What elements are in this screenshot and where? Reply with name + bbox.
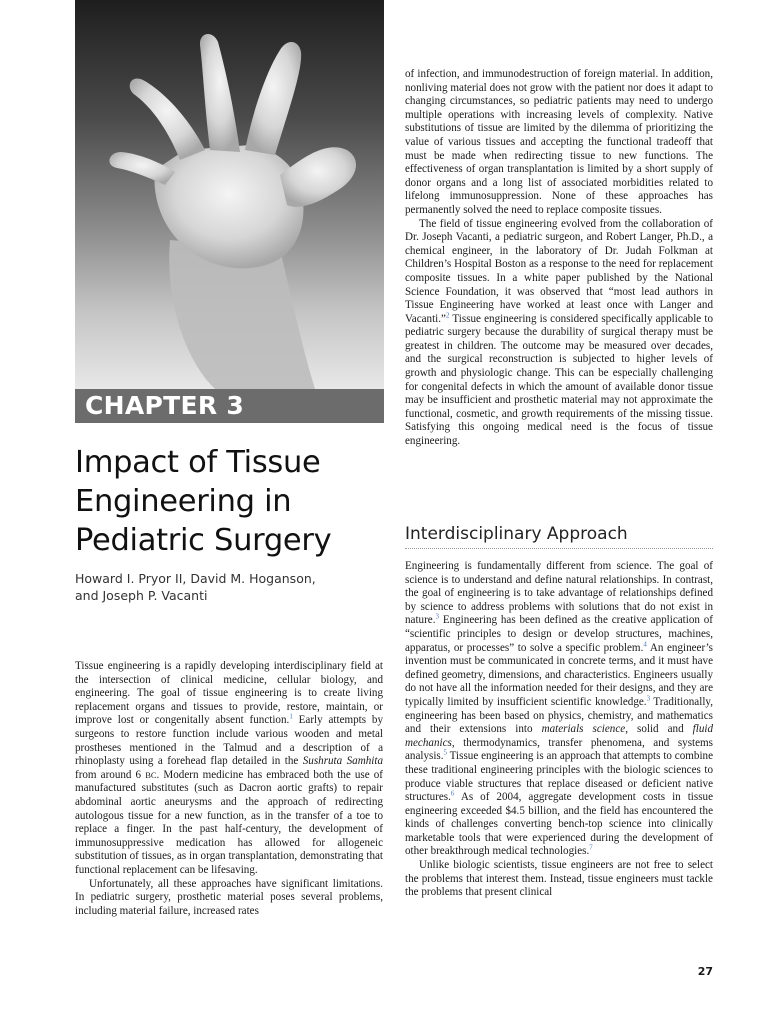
infant-hand-illustration <box>75 0 384 389</box>
reference-link[interactable]: 1 <box>289 712 293 721</box>
chapter-title <box>75 443 384 560</box>
right-column-top <box>405 68 713 449</box>
intro-paragraph: Tissue engineering is a rapidly developing interdisciplinary field at the intersection of clinical medicine, cellular biology, and engineering. The goal of tissue engineering is to create living replacement organs and tissues to provide, restore, maintain, or improve lost or congenitally absent function.$^1$ Early attempts by surgeons to restore function include various wooden and metal prostheses mentioned in the Talmud and a description of a rhinoplasty using a forehead flap detailed in the Sushruta Samhita from around 6 BC. Modern medicine has embraced both the use of manufactured substitutes (such as Dacron aortic grafts) to repair abdominal aortic aneurysms and the approach of redirecting autologous tissue for a new function, as in the transfer of a toe to replace a finger. In the past half-century, the development of immunosuppressive medication has allowed for allogeneic substitution of tissues, as in organ transplantation, demonstrating that functional replacement can be lifesaving. <box>75 660 384 876</box>
chapter-label: CHAPTER 3 <box>75 389 384 423</box>
body-paragraph: Engineering is fundamentally different from science. The goal of science is to understand and define natural relationships. In contrast, the goal of engineering is to take advantage of relationships defined by science to address problems with solutions that do not exist in nature.$^3$ Engineering has been defined as the creative application of “scientific principles to design or develop structures, machines, apparatus, or processes” to solve a specific problem.$^4$ An engineer’s invention must be communicated in concrete terms, and it must have defined geometry, dimensions, and characteristics. Engineers usually do not have all the information needed for their designs, and they are typically limited by insufficient scientific knowledge.$^3$ Traditionally, engineering has been based on physics, chemistry, and mathematics and their extensions into materials science, solid and fluid mechanics, thermodynamics, transfer phenomena, and systems analysis.$^5$ Tissue engineering is an approach that attempts to combine these traditional engineering principles with the biologic sciences to produce viable structures that replace diseased or deficient native structures.$^6$ As of 2004, aggregate development costs in tissue engineering exceeded $4.5 billion, and the field has encountered the kinds of challenges converting bench-top science into clinically marketable tools that were experienced during the development of other breakthrough medical technologies.$^7$ <box>405 560 714 858</box>
hero-photo <box>75 0 384 389</box>
right-column-bottom <box>405 560 713 900</box>
body-paragraph: The field of tissue engineering evolved from the collaboration of Dr. Joseph Vacanti, a pediatric surgeon, and Robert Langer, Ph.D., a chemical engineer, in the laboratory of Dr. Judah Folkman at Children’s Hospital Boston as a response to the need for replacement composite tissues. In a white paper published by the National Science Foundation, it was observed that “most lead authors in Tissue Engineering have worked at least once with Langer and Vacanti.”$^2$ Tissue engineering is considered specifically applicable to pediatric surgery because the durability of surgical therapy must be greatest in children. The outcome may be measured over decades, and the surgical reconstruction is subjected to higher levels of growth and physiologic change. This can be especially challenging for congenital defects in which the amount of available donor tissue may be insufficient and prosthetic material may not approximate the functional, cosmetic, and growth requirements of the missing tissue. Satisfying this ongoing medical need is the focus of tissue engineering. <box>405 217 713 448</box>
title-line: Engineering in <box>75 484 292 519</box>
section-heading: Interdisciplinary Approach <box>405 523 713 549</box>
body-paragraph: Unfortunately, all these approaches have significant limitations. In pediatric surgery, prosthetic material poses several problems, including material failure, increased rates <box>75 877 383 917</box>
title-line: Impact of Tissue <box>75 445 321 480</box>
body-paragraph: Unlike biologic scientists, tissue engineers are not free to select the problems that interest them. Instead, tissue engineers must tackle the problems that present clinical <box>405 859 713 899</box>
body-paragraph: of infection, and immunodestruction of foreign material. In addition, nonliving material does not grow with the patient nor does it adapt to changing circumstances, so pediatric patients may need to undergo multiple operations with increasing levels of complexity. Native substitutions of tissue are limited by the dilemma of prioritizing the value of various tissues and accepting the functional tradeoff that must be made when redirecting tissue to new functions. The effectiveness of organ transplantation is limited by a short supply of donor organs and a long list of associated morbidities related to lifelong immunosuppression. None of these approaches has permanently solved the need to replace composite tissues. <box>405 68 713 216</box>
author-line: and Joseph P. Vacanti <box>75 588 208 603</box>
left-column <box>75 660 383 918</box>
reference-link[interactable]: 3 <box>646 694 651 703</box>
author-list <box>75 570 384 604</box>
reference-link[interactable]: 2 <box>445 311 450 319</box>
author-line: Howard I. Pryor II, David M. Hoganson, <box>75 571 316 586</box>
reference-link[interactable]: 4 <box>643 639 647 648</box>
reference-link[interactable]: 6 <box>450 789 455 798</box>
reference-link[interactable]: 5 <box>443 748 448 757</box>
reference-link[interactable]: 7 <box>589 843 593 852</box>
page-number: 27 <box>697 965 713 978</box>
reference-link[interactable]: 3 <box>435 612 439 621</box>
title-line: Pediatric Surgery <box>75 523 332 558</box>
